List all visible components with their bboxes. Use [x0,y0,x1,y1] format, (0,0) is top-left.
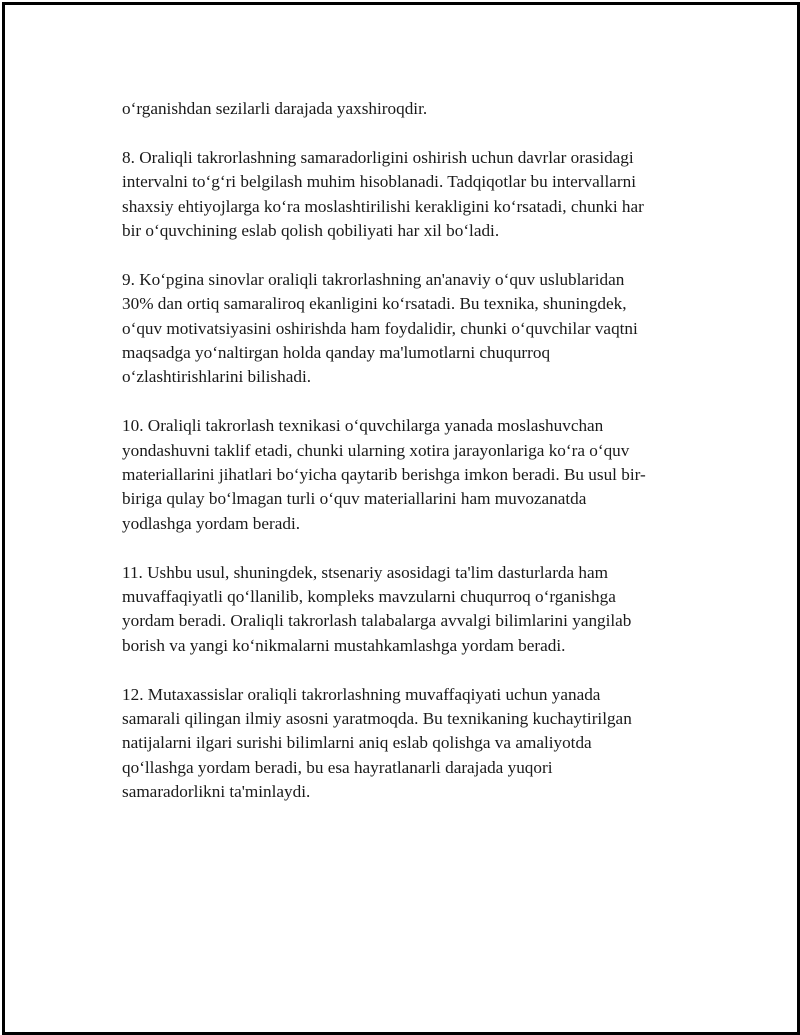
text-line: yondashuvni taklif etadi, chunki ularning xotira jarayonlariga ko‘ra o‘quv [122,440,630,460]
text-line: borish va yangi ko‘nikmalarni mustahkamlashga yordam beradi. [122,635,566,655]
text-line: o‘zlashtirishlarini bilishadi. [122,367,312,387]
text-line: samarali qilingan ilmiy asosni yaratmoqda. Bu texnikaning kuchaytirilgan [122,709,632,729]
paragraph-item-9 [122,268,688,390]
text-line: shaxsiy ehtiyojlarga ko‘ra moslashtirilishi kerakligini ko‘rsatadi, chunki har [122,196,644,216]
text-line: o‘rganishdan sezilarli darajada yaxshiroqdir. [122,99,428,118]
paragraph-item-8 [122,146,688,244]
text-line: yodlashga yordam beradi. [122,513,301,533]
text-line: natijalarni ilgari surishi bilimlarni aniq eslab qolishga va amaliyotda [122,733,592,753]
paragraph-continuation [122,97,688,121]
text-line: 11. Ushbu usul, shuningdek, stsenariy asosidagi ta'lim dasturlarda ham [122,562,609,582]
text-line: 9. Ko‘pgina sinovlar oraliqli takrorlashning an'anaviy o‘quv uslublaridan [122,269,625,289]
text-line: yordam beradi. Oraliqli takrorlash talabalarga avvalgi bilimlarini yangilab [122,611,632,631]
text-line: samaradorlikni ta'minlaydi. [122,782,311,802]
text-line: o‘quv motivatsiyasini oshirishda ham foydalidir, chunki o‘quvchilar vaqtni [122,318,638,338]
paragraph-item-12 [122,683,688,805]
text-line: 8. Oraliqli takrorlashning samaradorligini oshirish uchun davrlar orasidagi [122,147,634,167]
text-line: bir o‘quvchining eslab qolish qobiliyati har xil bo‘ladi. [122,221,500,241]
text-line: 10. Oraliqli takrorlash texnikasi o‘quvchilarga yanada moslashuvchan [122,416,604,436]
text-line: qo‘llashga yordam beradi, bu esa hayratlanarli darajada yuqori [122,757,553,777]
text-line: 12. Mutaxassislar oraliqli takrorlashning muvaffaqiyati uchun yanada [122,684,601,704]
text-line: materiallarini jihatlari bo‘yicha qaytarib berishga imkon beradi. Bu usul bir- [122,465,646,485]
text-line: biriga qulay bo‘lmagan turli o‘quv materiallarini ham muvozanatda [122,489,587,509]
paragraph-item-10 [122,414,688,536]
text-line: muvaffaqiyatli qo‘llanilib, kompleks mavzularni chuqurroq o‘rganishga [122,587,616,607]
page-border [2,2,800,1035]
document-body [122,97,688,829]
text-line: maqsadga yo‘naltirgan holda qanday ma'lumotlarni chuqurroq [122,343,551,363]
paragraph-item-11 [122,561,688,659]
text-line: intervalni to‘g‘ri belgilash muhim hisoblanadi. Tadqiqotlar bu intervallarni [122,172,636,192]
text-line: 30% dan ortiq samaraliroq ekanligini ko‘rsatadi. Bu texnika, shuningdek, [122,294,627,314]
